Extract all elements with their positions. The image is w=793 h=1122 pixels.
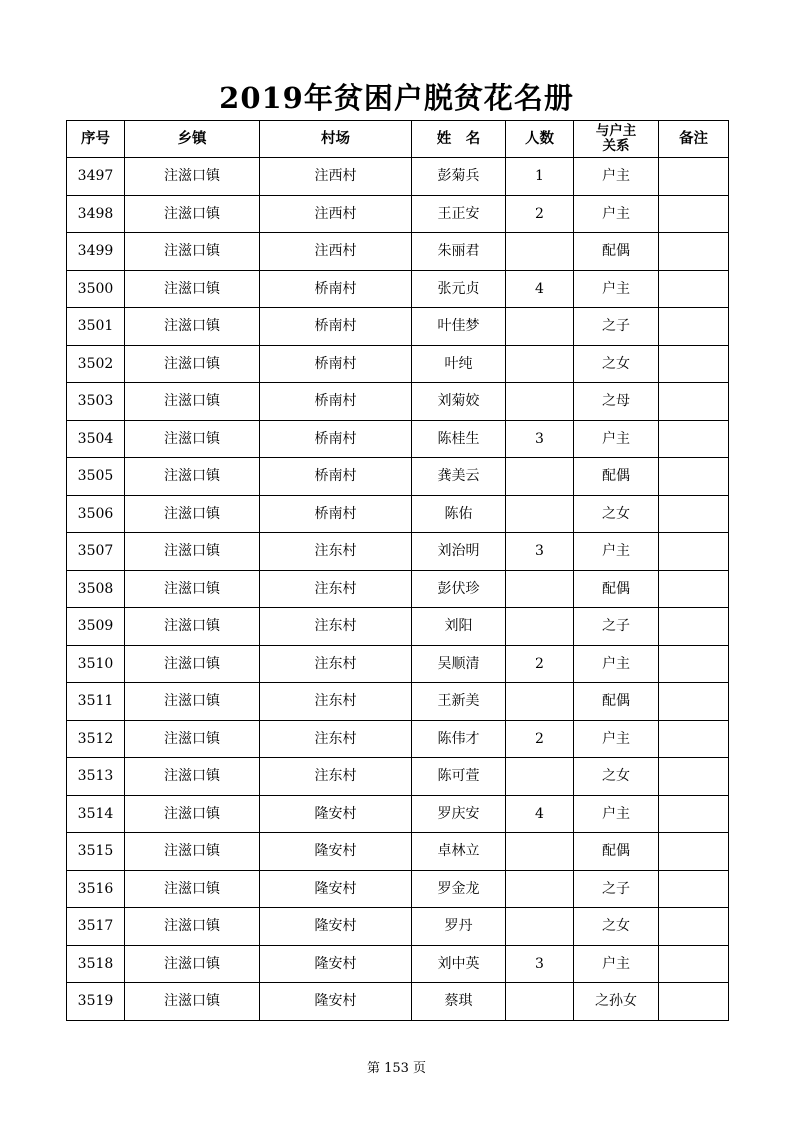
cell-index: 3509 xyxy=(67,608,125,646)
cell-household-size xyxy=(506,758,574,796)
table-row xyxy=(67,233,729,271)
cell-relation: 户主 xyxy=(574,270,659,308)
cell-index: 3504 xyxy=(67,420,125,458)
cell-household-size: 4 xyxy=(506,270,574,308)
cell-village: 桥南村 xyxy=(260,383,412,421)
cell-remarks xyxy=(659,233,729,271)
cell-township: 注滋口镇 xyxy=(125,345,260,383)
cell-township: 注滋口镇 xyxy=(125,495,260,533)
cell-index: 3516 xyxy=(67,870,125,908)
cell-township: 注滋口镇 xyxy=(125,758,260,796)
cell-household-size: 4 xyxy=(506,795,574,833)
cell-village: 隆安村 xyxy=(260,983,412,1021)
table-row xyxy=(67,495,729,533)
cell-relation: 户主 xyxy=(574,158,659,196)
cell-name: 罗庆安 xyxy=(412,795,506,833)
cell-relation: 之女 xyxy=(574,908,659,946)
cell-index: 3505 xyxy=(67,458,125,496)
cell-remarks xyxy=(659,758,729,796)
cell-village: 桥南村 xyxy=(260,458,412,496)
cell-relation: 户主 xyxy=(574,795,659,833)
cell-name: 刘治明 xyxy=(412,533,506,571)
cell-remarks xyxy=(659,833,729,871)
cell-index: 3518 xyxy=(67,945,125,983)
cell-township: 注滋口镇 xyxy=(125,570,260,608)
cell-name: 罗金龙 xyxy=(412,870,506,908)
cell-village: 隆安村 xyxy=(260,945,412,983)
table-row xyxy=(67,908,729,946)
table-row xyxy=(67,308,729,346)
cell-remarks xyxy=(659,270,729,308)
cell-village: 注东村 xyxy=(260,683,412,721)
roster-table xyxy=(66,120,729,1021)
cell-household-size xyxy=(506,458,574,496)
cell-relation: 配偶 xyxy=(574,233,659,271)
cell-relation: 之孙女 xyxy=(574,983,659,1021)
cell-relation: 之女 xyxy=(574,758,659,796)
cell-village: 隆安村 xyxy=(260,795,412,833)
cell-village: 桥南村 xyxy=(260,308,412,346)
cell-township: 注滋口镇 xyxy=(125,458,260,496)
cell-index: 3515 xyxy=(67,833,125,871)
cell-index: 3511 xyxy=(67,683,125,721)
cell-index: 3499 xyxy=(67,233,125,271)
cell-index: 3502 xyxy=(67,345,125,383)
cell-village: 注东村 xyxy=(260,645,412,683)
table-row xyxy=(67,645,729,683)
cell-township: 注滋口镇 xyxy=(125,420,260,458)
cell-household-size xyxy=(506,608,574,646)
cell-name: 陈伟才 xyxy=(412,720,506,758)
cell-name: 吴顺清 xyxy=(412,645,506,683)
table-row xyxy=(67,758,729,796)
cell-relation: 户主 xyxy=(574,533,659,571)
cell-household-size: 3 xyxy=(506,533,574,571)
cell-village: 桥南村 xyxy=(260,495,412,533)
cell-village: 桥南村 xyxy=(260,270,412,308)
table-row xyxy=(67,683,729,721)
cell-household-size xyxy=(506,870,574,908)
cell-village: 桥南村 xyxy=(260,345,412,383)
cell-township: 注滋口镇 xyxy=(125,308,260,346)
cell-remarks xyxy=(659,945,729,983)
cell-relation: 之子 xyxy=(574,308,659,346)
cell-relation: 之女 xyxy=(574,345,659,383)
cell-index: 3500 xyxy=(67,270,125,308)
cell-village: 注东村 xyxy=(260,720,412,758)
cell-township: 注滋口镇 xyxy=(125,195,260,233)
cell-name: 彭菊兵 xyxy=(412,158,506,196)
cell-household-size: 2 xyxy=(506,720,574,758)
cell-name: 卓林立 xyxy=(412,833,506,871)
cell-index: 3497 xyxy=(67,158,125,196)
page-title: 2019年贫困户脱贫花名册 xyxy=(219,81,574,115)
cell-index: 3519 xyxy=(67,983,125,1021)
cell-relation: 户主 xyxy=(574,945,659,983)
cell-index: 3512 xyxy=(67,720,125,758)
cell-household-size xyxy=(506,570,574,608)
cell-household-size xyxy=(506,308,574,346)
cell-township: 注滋口镇 xyxy=(125,833,260,871)
column-header-remarks: 备注 xyxy=(659,121,729,158)
cell-relation: 配偶 xyxy=(574,570,659,608)
cell-township: 注滋口镇 xyxy=(125,383,260,421)
table-row xyxy=(67,383,729,421)
column-header-relation: 与户主 关系 xyxy=(574,121,659,158)
column-header-index: 序号 xyxy=(67,121,125,158)
cell-relation: 之子 xyxy=(574,608,659,646)
cell-name: 叶佳梦 xyxy=(412,308,506,346)
column-header-household-size: 人数 xyxy=(506,121,574,158)
cell-name: 刘菊姣 xyxy=(412,383,506,421)
cell-township: 注滋口镇 xyxy=(125,795,260,833)
cell-township: 注滋口镇 xyxy=(125,158,260,196)
cell-name: 彭伏珍 xyxy=(412,570,506,608)
cell-name: 龚美云 xyxy=(412,458,506,496)
cell-township: 注滋口镇 xyxy=(125,908,260,946)
cell-index: 3507 xyxy=(67,533,125,571)
table-row xyxy=(67,795,729,833)
cell-household-size xyxy=(506,683,574,721)
cell-relation: 户主 xyxy=(574,645,659,683)
cell-relation: 之女 xyxy=(574,495,659,533)
cell-name: 王新美 xyxy=(412,683,506,721)
cell-township: 注滋口镇 xyxy=(125,608,260,646)
cell-remarks xyxy=(659,533,729,571)
table-row xyxy=(67,833,729,871)
cell-township: 注滋口镇 xyxy=(125,870,260,908)
cell-township: 注滋口镇 xyxy=(125,233,260,271)
table-row xyxy=(67,458,729,496)
cell-remarks xyxy=(659,495,729,533)
cell-township: 注滋口镇 xyxy=(125,720,260,758)
cell-index: 3508 xyxy=(67,570,125,608)
table-row xyxy=(67,870,729,908)
cell-index: 3517 xyxy=(67,908,125,946)
cell-relation: 配偶 xyxy=(574,458,659,496)
cell-remarks xyxy=(659,608,729,646)
cell-name: 王正安 xyxy=(412,195,506,233)
cell-remarks xyxy=(659,570,729,608)
cell-village: 注西村 xyxy=(260,158,412,196)
cell-relation: 之母 xyxy=(574,383,659,421)
table-row xyxy=(67,983,729,1021)
cell-name: 罗丹 xyxy=(412,908,506,946)
cell-remarks xyxy=(659,383,729,421)
cell-remarks xyxy=(659,870,729,908)
cell-village: 隆安村 xyxy=(260,833,412,871)
cell-index: 3514 xyxy=(67,795,125,833)
cell-township: 注滋口镇 xyxy=(125,270,260,308)
table-row xyxy=(67,345,729,383)
cell-remarks xyxy=(659,720,729,758)
table-row xyxy=(67,158,729,196)
table-row xyxy=(67,533,729,571)
cell-household-size xyxy=(506,345,574,383)
cell-name: 叶纯 xyxy=(412,345,506,383)
table-body xyxy=(67,158,729,1021)
cell-name: 朱丽君 xyxy=(412,233,506,271)
cell-relation: 户主 xyxy=(574,720,659,758)
cell-township: 注滋口镇 xyxy=(125,533,260,571)
cell-index: 3510 xyxy=(67,645,125,683)
cell-index: 3498 xyxy=(67,195,125,233)
cell-name: 刘中英 xyxy=(412,945,506,983)
cell-village: 隆安村 xyxy=(260,908,412,946)
cell-township: 注滋口镇 xyxy=(125,683,260,721)
cell-household-size xyxy=(506,233,574,271)
cell-remarks xyxy=(659,308,729,346)
cell-household-size xyxy=(506,383,574,421)
table-row xyxy=(67,720,729,758)
cell-name: 陈可萱 xyxy=(412,758,506,796)
cell-township: 注滋口镇 xyxy=(125,645,260,683)
cell-household-size: 1 xyxy=(506,158,574,196)
cell-remarks xyxy=(659,983,729,1021)
cell-remarks xyxy=(659,345,729,383)
cell-remarks xyxy=(659,195,729,233)
cell-name: 蔡琪 xyxy=(412,983,506,1021)
cell-index: 3503 xyxy=(67,383,125,421)
cell-township: 注滋口镇 xyxy=(125,983,260,1021)
cell-household-size: 3 xyxy=(506,945,574,983)
cell-household-size xyxy=(506,495,574,533)
cell-remarks xyxy=(659,683,729,721)
cell-township: 注滋口镇 xyxy=(125,945,260,983)
cell-index: 3513 xyxy=(67,758,125,796)
cell-remarks xyxy=(659,795,729,833)
cell-household-size xyxy=(506,833,574,871)
column-header-name: 姓 名 xyxy=(412,121,506,158)
cell-remarks xyxy=(659,158,729,196)
cell-village: 注东村 xyxy=(260,758,412,796)
cell-household-size xyxy=(506,983,574,1021)
cell-index: 3506 xyxy=(67,495,125,533)
cell-name: 陈桂生 xyxy=(412,420,506,458)
cell-village: 注东村 xyxy=(260,533,412,571)
cell-village: 注西村 xyxy=(260,195,412,233)
column-header-village: 村场 xyxy=(260,121,412,158)
table-row xyxy=(67,270,729,308)
cell-remarks xyxy=(659,420,729,458)
cell-remarks xyxy=(659,645,729,683)
cell-household-size: 3 xyxy=(506,420,574,458)
cell-name: 张元贞 xyxy=(412,270,506,308)
table-row xyxy=(67,608,729,646)
cell-village: 桥南村 xyxy=(260,420,412,458)
cell-relation: 之子 xyxy=(574,870,659,908)
cell-village: 注西村 xyxy=(260,233,412,271)
page-number: 第 153 页 xyxy=(366,1061,427,1076)
cell-name: 刘阳 xyxy=(412,608,506,646)
cell-remarks xyxy=(659,908,729,946)
cell-relation: 户主 xyxy=(574,195,659,233)
table-row xyxy=(67,420,729,458)
cell-index: 3501 xyxy=(67,308,125,346)
cell-village: 注东村 xyxy=(260,608,412,646)
cell-household-size: 2 xyxy=(506,195,574,233)
cell-remarks xyxy=(659,458,729,496)
cell-relation: 配偶 xyxy=(574,683,659,721)
cell-village: 注东村 xyxy=(260,570,412,608)
header-row xyxy=(67,121,729,158)
cell-village: 隆安村 xyxy=(260,870,412,908)
cell-household-size: 2 xyxy=(506,645,574,683)
cell-relation: 户主 xyxy=(574,420,659,458)
cell-household-size xyxy=(506,908,574,946)
cell-name: 陈佑 xyxy=(412,495,506,533)
table-row xyxy=(67,945,729,983)
table-row xyxy=(67,570,729,608)
column-header-township: 乡镇 xyxy=(125,121,260,158)
cell-relation: 配偶 xyxy=(574,833,659,871)
table-row xyxy=(67,195,729,233)
